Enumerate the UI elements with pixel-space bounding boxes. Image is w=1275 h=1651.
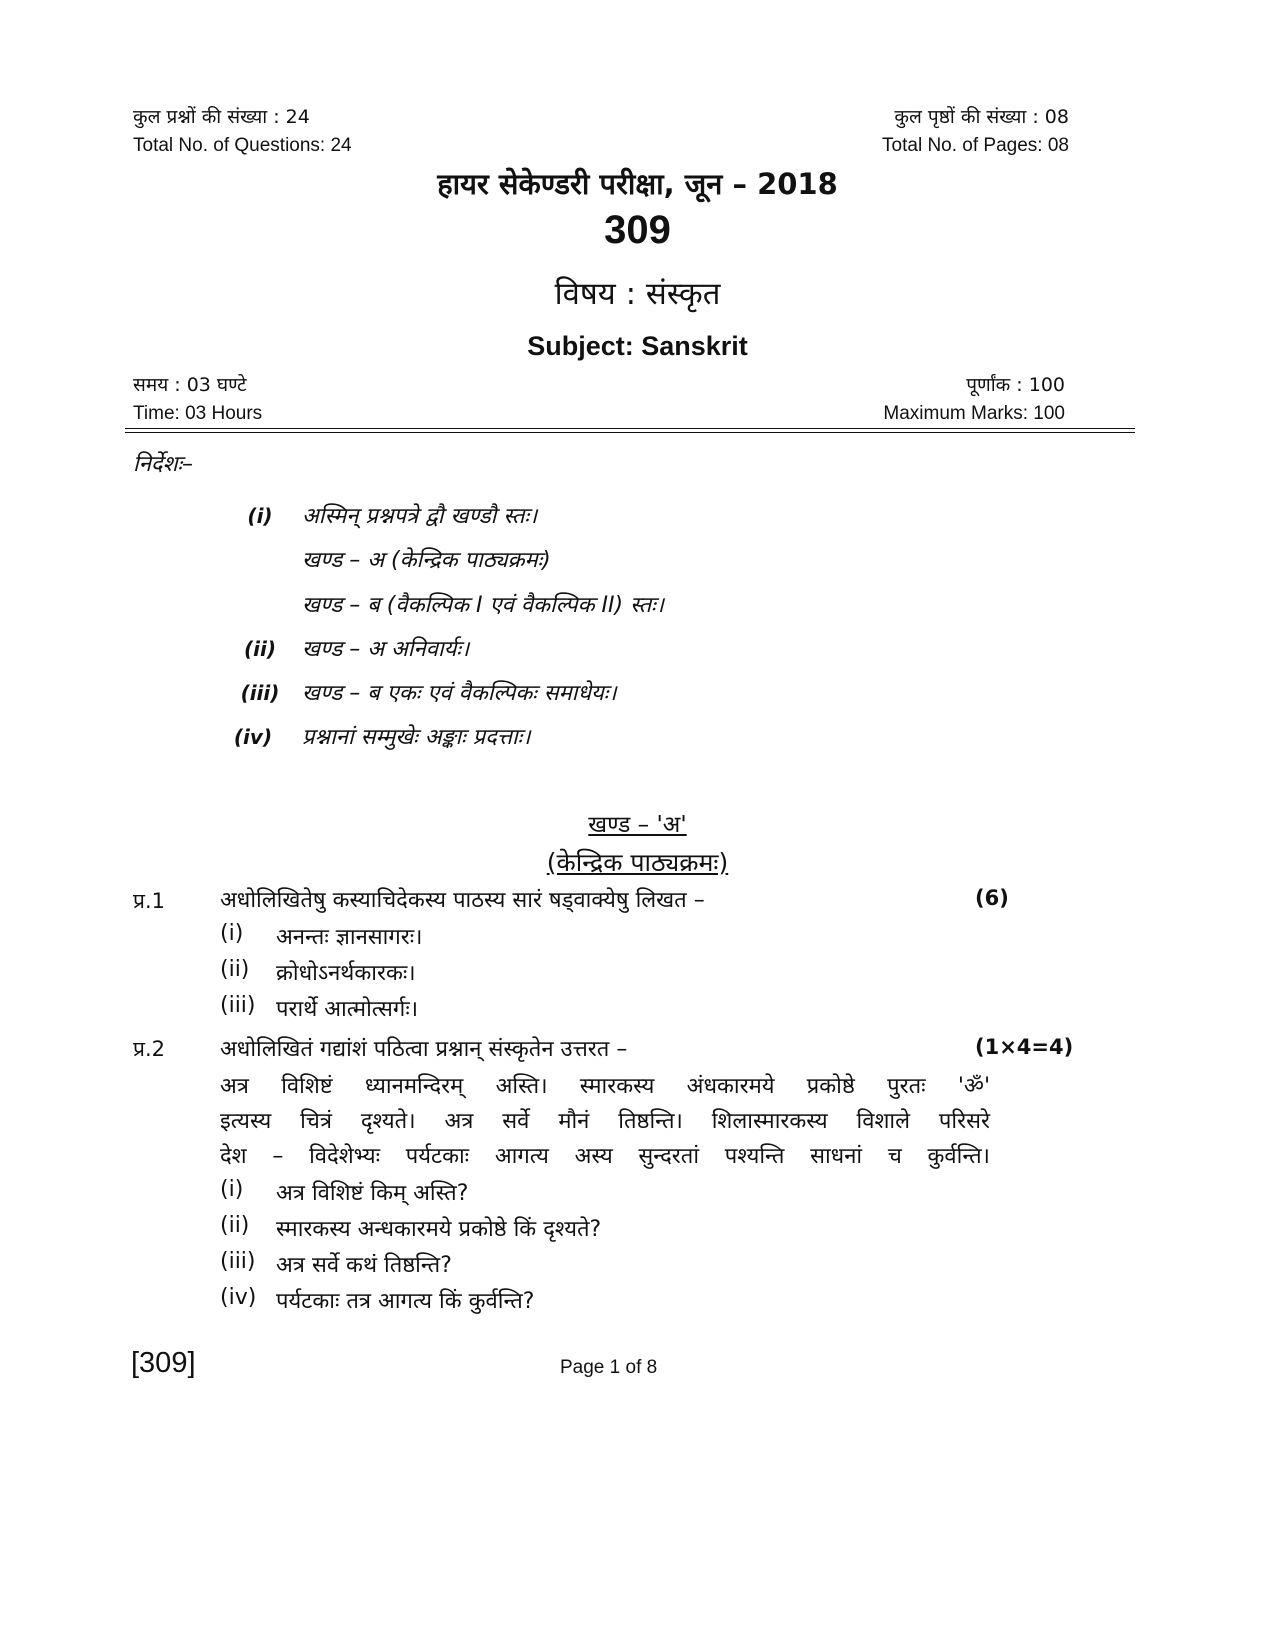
max-marks-hindi: पूर्णांक : 100 xyxy=(966,374,1065,396)
divider-bottom xyxy=(125,432,1135,433)
passage-line: इत्यस्य चित्रं दृश्यते। अत्र सर्वे मौनं तिष्ठन्ति। शिलास्मारकस्य विशाले परिसरे xyxy=(220,1109,990,1134)
paper-code: 309 xyxy=(604,208,671,252)
instruction-number: (iv) xyxy=(233,725,273,749)
sub-question-number: (iv) xyxy=(220,1285,257,1310)
sub-question-number: (iii) xyxy=(220,993,256,1018)
instruction-text: खण्ड – अ (केन्द्रिक पाठ्यक्रमः) xyxy=(302,548,551,573)
sub-question-number: (iii) xyxy=(220,1249,256,1274)
section-subtitle: (केन्द्रिक पाठ्यक्रमः) xyxy=(546,848,729,877)
sub-question-text: क्रोधोऽनर्थकारकः। xyxy=(276,961,416,986)
time-hindi: समय : 03 घण्टे xyxy=(133,374,247,396)
sub-question-number: (i) xyxy=(220,921,244,946)
question-number: प्र.2 xyxy=(133,1037,165,1061)
instruction-text: खण्ड – ब (वैकल्पिक I एवं वैकल्पिक II) स्तः। xyxy=(302,593,664,618)
passage-line: देश – विदेशेभ्यः पर्यटकाः आगत्य अस्य सुन्दरतां पश्यन्ति साधनां च कुर्वन्ति। xyxy=(220,1144,990,1169)
time-english: Time: 03 Hours xyxy=(133,403,263,424)
sub-question-number: (ii) xyxy=(220,957,250,982)
question-marks: (1×4=4) xyxy=(975,1035,1074,1059)
question-number: प्र.1 xyxy=(133,889,165,913)
sub-question-number: (ii) xyxy=(220,1213,250,1238)
sub-question-text: स्मारकस्य अन्धकारमये प्रकोष्ठे किं दृश्यते? xyxy=(276,1217,602,1242)
instruction-number: (iii) xyxy=(240,681,280,705)
page-number: Page 1 of 8 xyxy=(560,1357,658,1378)
instruction-text: प्रश्नानां सम्मुखेः अङ्काः प्रदत्ताः। xyxy=(302,725,531,750)
footer-paper-code: [309] xyxy=(131,1347,196,1379)
passage-line: अत्र विशिष्टं ध्यानमन्दिरम् अस्ति। स्मारकस्य अंधकारमये प्रकोष्ठे पुरतः 'ॐ' xyxy=(220,1074,990,1099)
question-text: अधोलिखितेषु कस्याचिदेकस्य पाठस्य सारं षड्वाक्येषु लिखत – xyxy=(220,888,705,913)
question-marks: (6) xyxy=(975,886,1009,910)
subject-hindi: विषय : संस्कृत xyxy=(554,276,721,312)
section-title: खण्ड – 'अ' xyxy=(588,812,687,838)
sub-question-text: पर्यटकाः तत्र आगत्य किं कुर्वन्ति? xyxy=(276,1289,535,1314)
divider-top xyxy=(125,428,1135,429)
sub-question-text: अत्र विशिष्टं किम् अस्ति? xyxy=(276,1181,469,1206)
subject-english: Subject: Sanskrit xyxy=(527,331,748,361)
instruction-text: खण्ड – अ अनिवार्यः। xyxy=(302,637,470,662)
max-marks-english: Maximum Marks: 100 xyxy=(883,403,1065,424)
sub-question-text: अनन्तः ज्ञानसागरः। xyxy=(276,925,423,950)
instruction-number: (i) xyxy=(247,504,273,528)
total-questions-hindi: कुल प्रश्नों की संख्या : 24 xyxy=(133,106,310,128)
total-pages-english: Total No. of Pages: 08 xyxy=(882,135,1069,156)
sub-question-number: (i) xyxy=(220,1177,244,1202)
sub-question-text: अत्र सर्वे कथं तिष्ठन्ति? xyxy=(276,1253,452,1278)
question-text: अधोलिखितं गद्यांशं पठित्वा प्रश्नान् संस्कृतेन उत्तरत – xyxy=(220,1037,628,1062)
instruction-text: अस्मिन् प्रश्नपत्रे द्वौ खण्डौ स्तः। xyxy=(302,504,538,529)
total-questions-english: Total No. of Questions: 24 xyxy=(133,135,352,156)
total-pages-hindi: कुल पृष्ठों की संख्या : 08 xyxy=(894,106,1069,128)
sub-question-text: परार्थे आत्मोत्सर्गः। xyxy=(276,997,419,1022)
instruction-number: (ii) xyxy=(244,637,276,661)
instruction-text: खण्ड – ब एकः एवं वैकल्पिकः समाधेयः। xyxy=(302,681,617,706)
instructions-heading: निर्देशः– xyxy=(133,452,193,477)
exam-title: हायर सेकेण्डरी परीक्षा, जून – 2018 xyxy=(437,167,838,201)
